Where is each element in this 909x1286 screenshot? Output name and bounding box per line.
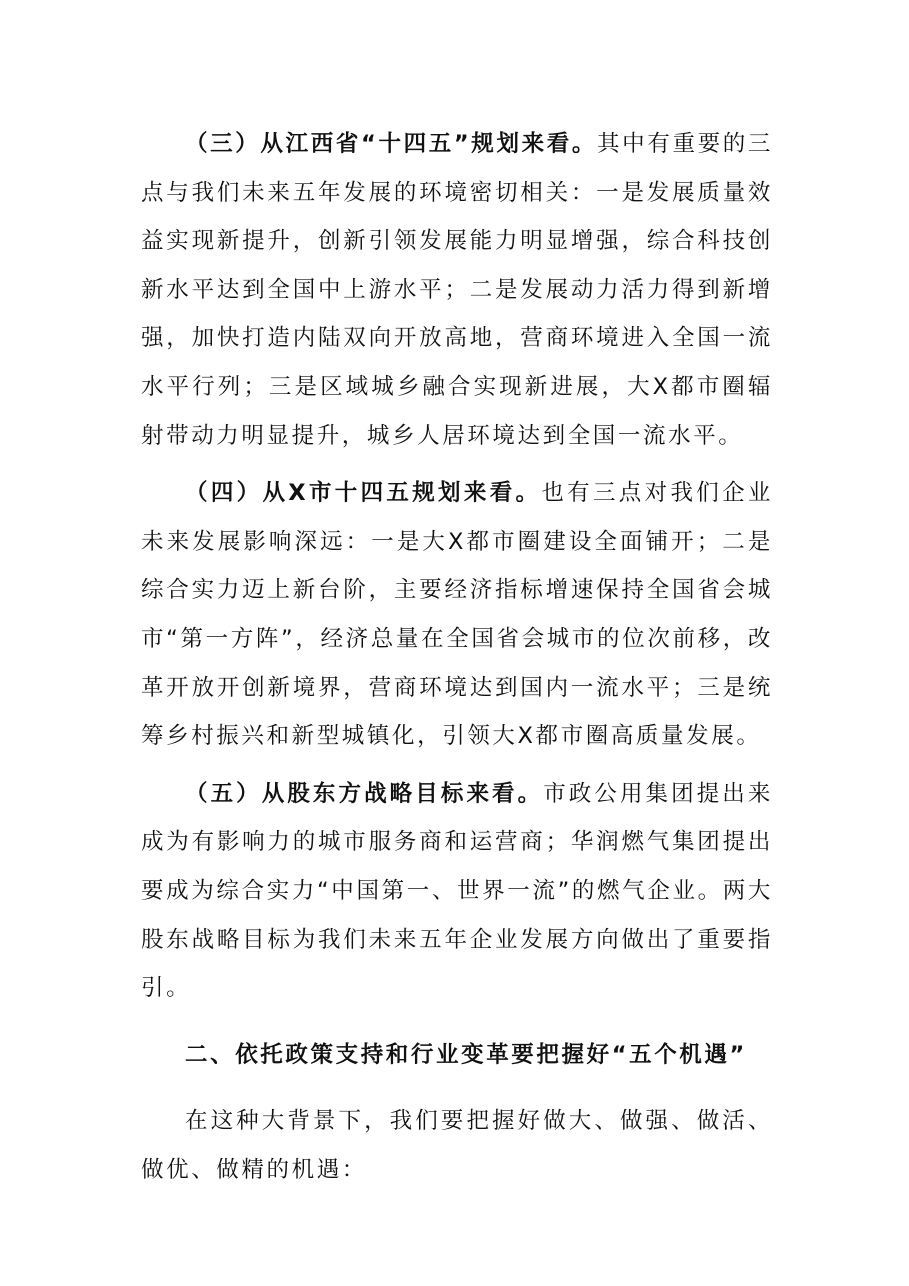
paragraph-lead: （三）从江西省“十四五”规划来看。: [185, 131, 598, 157]
section-heading: 二、依托政策支持和行业变革要把握好“五个机遇”: [185, 1041, 747, 1068]
paragraph-text: 其中有重要的三点与我们未来五年发展的环境密切相关：一是发展质量效益实现新提升，创新引领发展能力明显增强，综合科技创新水平达到全国中上游水平；二是发展动力活力得到新增强，加快打造内陆双向开放高地，营商环境进入全国一流水平行列；三是区域城乡融合实现新进展，大X都市圈辐射带动力明显提升，城乡人居环境达到全国一流水平。: [141, 131, 773, 449]
document-body: [141, 120, 773, 1194]
closing-paragraph: 在这种大背景下，我们要把握好做大、做强、做活、做优、做精的机遇：: [141, 1108, 773, 1183]
paragraph-jiangxi-plan: [141, 120, 773, 460]
paragraph-lead: （五）从股东方战略目标来看。: [185, 780, 544, 807]
paragraph-text: 市政公用集团提出来成为有影响力的城市服务商和运营商；华润燃气集团提出要成为综合实力“中国第一、世界一流”的燃气企业。两大股东战略目标为我们未来五年企业发展方向做出了重要指引。: [141, 780, 773, 1002]
paragraph-text: 也有三点对我们企业未来发展影响深远：一是大X都市圈建设全面铺开；二是综合实力迈上新台阶，主要经济指标增速保持全国省会城市“第一方阵”，经济总量在全国省会城市的位次前移，改革开放开创新境界，营商环境达到国内一流水平；三是统筹乡村振兴和新型城镇化，引领大X都市圈高质量发展。: [141, 480, 774, 750]
paragraph-city-plan: [141, 469, 773, 761]
paragraph-lead: （四）从X市十四五规划来看。: [185, 480, 542, 507]
paragraph-shareholder-goals: [141, 770, 773, 1013]
